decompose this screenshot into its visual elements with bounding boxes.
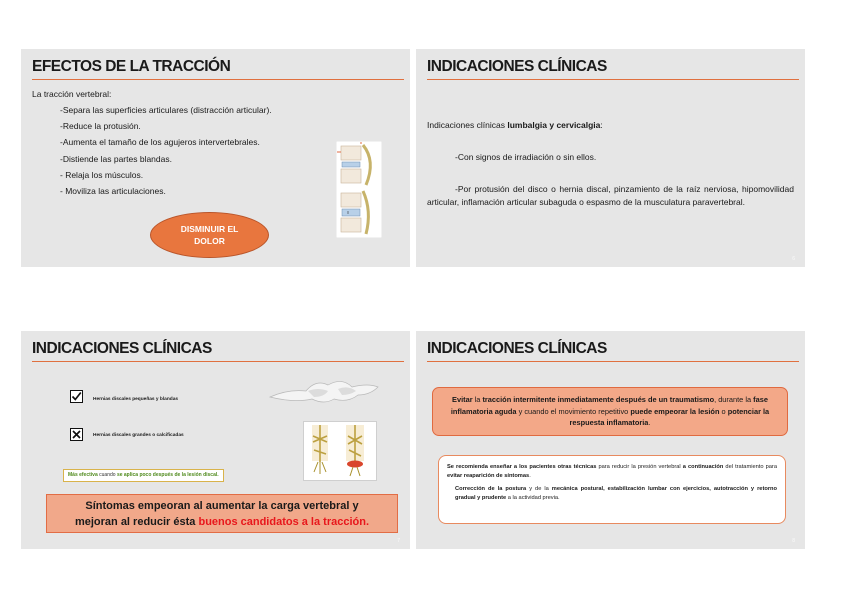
bold-span: evitar reaparición de síntomas [447, 472, 530, 479]
title-underline [32, 79, 404, 80]
cross-label: Hernias discales grandes o calcificadas [93, 433, 184, 438]
slide-efectos-traccion [21, 49, 410, 267]
bold-span: Se recomienda enseñar a los pacientes otras técnicas [447, 464, 597, 470]
bold-span: puede empeorar la lesión [630, 406, 720, 416]
text-span: la [472, 395, 483, 404]
bold-span: tracción intermitente inmediatamente después de un traumatismo [482, 395, 715, 404]
bold-span: a continuación [682, 464, 724, 470]
list-item: - Relaja los músculos. [60, 169, 144, 180]
slide-title: INDICACIONES CLÍNICAS [427, 58, 607, 75]
efectividad-note [63, 469, 224, 482]
slide-indicaciones-2 [21, 331, 410, 549]
box-line [47, 514, 397, 530]
title-underline [427, 79, 799, 80]
list-item: - Moviliza las articulaciones. [60, 186, 166, 197]
hernia-illustration [303, 421, 377, 481]
page-number: 7 [397, 538, 400, 544]
text-span: a la actividad previa. [506, 494, 560, 501]
badge-line: DISMINUIR EL [180, 224, 239, 234]
title-underline [427, 361, 799, 362]
spine-traction-illustration [336, 141, 382, 238]
effects-list [60, 102, 272, 199]
disminuir-dolor-badge [150, 212, 269, 258]
sintomas-box [46, 494, 398, 533]
bold-span: Corrección de la postura [455, 486, 527, 493]
text-span: o [719, 406, 728, 416]
text-span: . [529, 472, 531, 479]
text-span: para reducir la presión vertebral [596, 464, 683, 470]
text-span: del tratamiento para [723, 464, 777, 470]
indicaciones-text [427, 119, 603, 132]
bold-span: Evitar [452, 395, 473, 404]
text-span: mejoran al reducir ésta [74, 516, 199, 528]
text-span: : [600, 120, 603, 130]
text-span: cuando [97, 472, 117, 478]
title-underline [32, 361, 404, 362]
text-span: Indicaciones clínicas [427, 120, 508, 130]
list-item: -Distiende las partes blandas. [60, 153, 172, 164]
list-item: -Reduce la protusión. [60, 121, 141, 132]
badge-line: DOLOR [194, 236, 225, 246]
vertebra-illustration [268, 373, 380, 407]
slide-title: INDICACIONES CLÍNICAS [32, 340, 212, 357]
irradiacion-text: -Con signos de irradiación o sin ellos. [455, 152, 597, 162]
slide-title: INDICACIONES CLÍNICAS [427, 340, 607, 357]
page-number: 6 [792, 256, 795, 262]
page-number: 8 [792, 538, 795, 544]
text-span: y cuando el movimiento repetitivo [516, 406, 631, 416]
red-text: buenos candidatos a la tracción. [198, 516, 370, 528]
green-text: se aplica poco después de la lesión discal. [116, 472, 219, 478]
green-text: Más efectiva [68, 472, 98, 478]
slide-title: EFECTOS DE LA TRACCIÓN [32, 58, 231, 75]
list-item: -Separa las superficies articulares (distracción articular). [60, 105, 272, 115]
recomendacion-box [438, 455, 786, 524]
recomendacion-p1 [447, 463, 777, 480]
slide-indicaciones-1 [416, 49, 805, 267]
recomendacion-p2 [447, 485, 777, 502]
bold-span: potenciar la respuesta inflamatoria [569, 406, 770, 427]
cross-icon [70, 428, 83, 441]
evitar-box [432, 387, 788, 436]
bold-span: lumbalgia y cervicalgia [507, 120, 601, 130]
intro-text: La tracción vertebral: [32, 89, 112, 99]
bold-span: mecánica postural, estabilización lumbar con ejercicios, autotracción y retorno gradual y prudente [455, 486, 777, 501]
text-span: , durante la [714, 395, 754, 404]
slide-indicaciones-3 [416, 331, 805, 549]
checkmark-icon [70, 390, 83, 403]
check-label: Hernias discales pequeñas y blandas [93, 397, 179, 402]
box-line: Síntomas empeoran al aumentar la carga vertebral y [85, 500, 359, 512]
text-span: y de la [526, 486, 552, 493]
bold-span: fase inflamatoria aguda [450, 395, 768, 416]
protusion-text: -Por protusión del disco o hernia discal, pinzamiento de la raíz nerviosa, hipomovilidad articular, inflamación articular subaguda o espasmo de la musculatura paravertebral. [427, 184, 794, 207]
text-span: . [648, 418, 651, 427]
list-item: -Aumenta el tamaño de los agujeros intervertebrales. [60, 137, 260, 148]
